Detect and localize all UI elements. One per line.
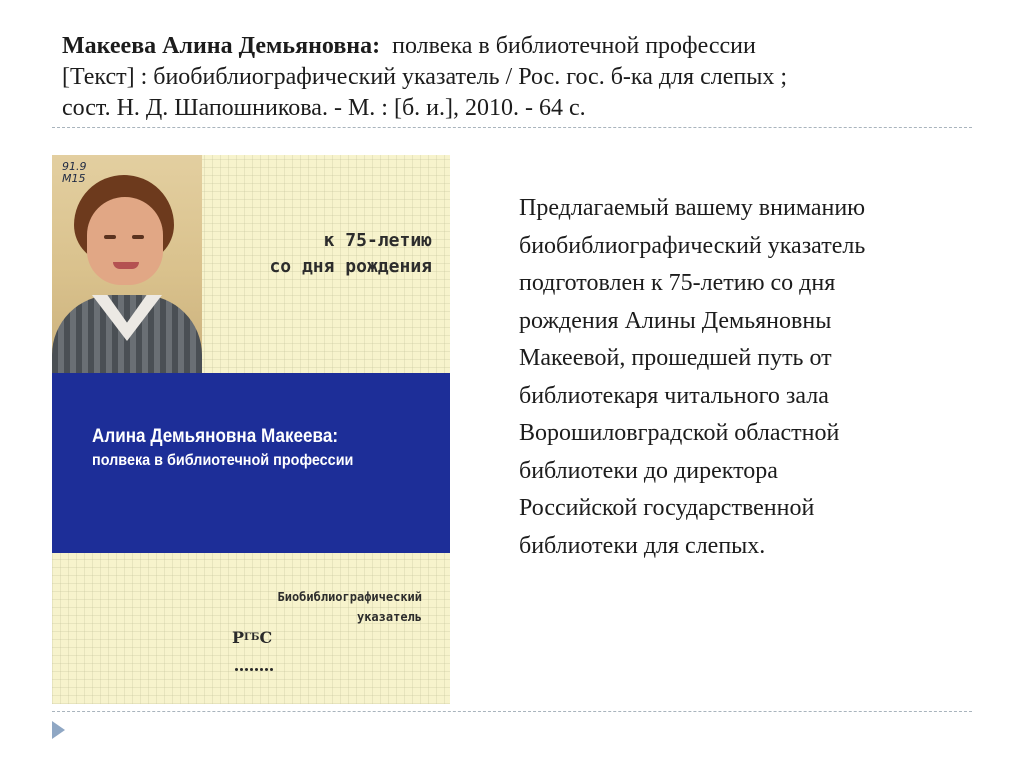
top-divider [52,127,972,128]
book-cover-image [52,155,450,704]
description-text: Предлагаемый вашему вниманию биобиблиографический указатель подготовлен к 75-летию со дня рождения Алины Демьяновны Макеевой, прошедшей путь от библиотекаря читального зала Ворошиловградской областной библиотеки до директора Российской государственной библиотеки для слепых. [519,195,866,559]
bottom-divider [52,711,972,712]
call-number-stamp: 91.9 М15 [62,160,87,185]
header-line-2: [Текст] : биобиблиографический указатель / Рос. гос. б-ка для слепых ; [62,64,787,90]
header-title-rest: полвека в библиотечной профессии [392,33,756,59]
author-portrait [52,155,202,373]
cover-title-band [52,373,450,553]
bibliographic-header [62,31,962,124]
cover-anniversary-text: к 75-летию со дня рождения [269,230,432,277]
triangle-bullet-icon [52,721,65,739]
braille-dots [234,658,274,676]
cover-title: Алина Демьяновна Макеева: полвека в библиотечной профессии [92,426,354,469]
header-line-3: сост. Н. Д. Шапошникова. - М. : [б. и.], 2010. - 64 с. [62,95,586,121]
author-name: Макеева Алина Демьяновна: [62,33,381,59]
publisher-logo: $Р^{ГБ}С$ [232,628,273,647]
cover-subtitle: Биобиблиографический указатель [277,590,422,624]
